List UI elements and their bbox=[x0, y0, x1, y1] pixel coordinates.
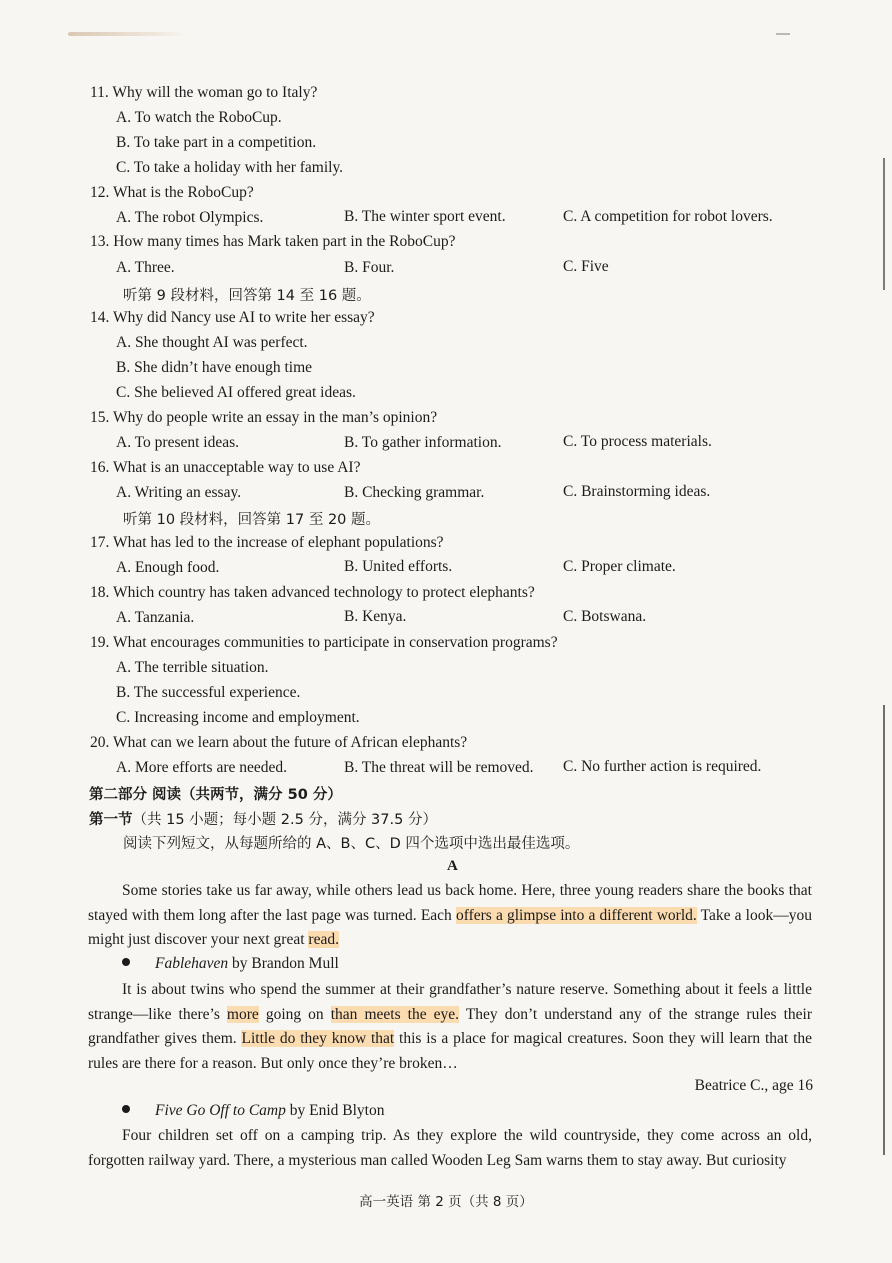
highlight: read. bbox=[308, 931, 339, 949]
book-1-review: It is about twins who spend the summer at their grandfather’s nature reserve. Something about it feels a little strange—like there’s more going on than meets the eye. They don’t understand any of the strange rules their grandfather gives them. Little do they know that this is a place for magical creatures. Soon they will learn that the rules are there for a reason. But only once they’re broken… bbox=[88, 981, 812, 1072]
instruction-material-9: 听第 9 段材料，回答第 14 至 16 题。 bbox=[123, 288, 371, 304]
option-13a: A. Three. bbox=[116, 259, 175, 276]
option-12c: C. A competition for robot lovers. bbox=[563, 208, 773, 225]
question-16: 16. What is an unacceptable way to use AI? bbox=[90, 459, 361, 476]
option-13c: C. Five bbox=[563, 258, 609, 275]
option-18a: A. Tanzania. bbox=[116, 609, 195, 626]
page-footer: 高一英语 第 2 页（共 8 页） bbox=[359, 1194, 533, 1210]
option-13b: B. Four. bbox=[344, 259, 395, 276]
book-2-heading: Five Go Off to Camp by Enid Blyton bbox=[122, 1102, 384, 1120]
instruction-material-10: 听第 10 段材料，回答第 17 至 20 题。 bbox=[123, 512, 381, 528]
option-14c: C. She believed AI offered great ideas. bbox=[116, 384, 356, 401]
option-16c: C. Brainstorming ideas. bbox=[563, 483, 711, 500]
option-19b: B. The successful experience. bbox=[116, 684, 301, 701]
option-20a: A. More efforts are needed. bbox=[116, 759, 287, 776]
highlight: than meets the eye. bbox=[330, 1005, 460, 1023]
option-14a: A. She thought AI was perfect. bbox=[116, 334, 308, 351]
book-1-heading: Fablehaven by Brandon Mull bbox=[122, 955, 339, 973]
highlight: Little do they know that bbox=[241, 1030, 395, 1048]
question-13: 13. How many times has Mark taken part in the RoboCup? bbox=[90, 233, 456, 250]
scan-mark-top-left bbox=[68, 32, 188, 36]
option-15b: B. To gather information. bbox=[344, 434, 502, 451]
option-19a: A. The terrible situation. bbox=[116, 659, 269, 676]
reviewer-signature: Beatrice C., age 16 bbox=[694, 1077, 813, 1094]
part2-heading: 第二部分 阅读（共两节，满分 50 分） bbox=[89, 787, 342, 803]
scan-mark-top-right bbox=[776, 33, 790, 35]
option-20c: C. No further action is required. bbox=[563, 758, 762, 775]
option-18b: B. Kenya. bbox=[344, 608, 407, 625]
passage-label: A bbox=[447, 858, 458, 874]
option-14b: B. She didn’t have enough time bbox=[116, 359, 313, 376]
option-16a: A. Writing an essay. bbox=[116, 484, 242, 501]
question-14: 14. Why did Nancy use AI to write her essay? bbox=[90, 309, 375, 326]
option-17c: C. Proper climate. bbox=[563, 558, 676, 575]
option-17a: A. Enough food. bbox=[116, 559, 220, 576]
highlight: offers a glimpse into a different world. bbox=[455, 906, 697, 924]
option-15c: C. To process materials. bbox=[563, 433, 712, 450]
reading-directions: 阅读下列短文，从每题所给的 A、B、C、D 四个选项中选出最佳选项。 bbox=[123, 836, 580, 852]
option-11c: C. To take a holiday with her family. bbox=[116, 159, 344, 176]
question-15: 15. Why do people write an essay in the man’s opinion? bbox=[90, 409, 438, 426]
passage-intro: Some stories take us far away, while others lead us back home. Here, three young readers share the books that stayed with them long after the last page was turned. Each offers a glimpse into a different world. Take a look—you might just discover your next great read. bbox=[88, 882, 812, 949]
option-12a: A. The robot Olympics. bbox=[116, 209, 264, 226]
option-20b: B. The threat will be removed. bbox=[344, 759, 534, 776]
scan-edge-line-upper bbox=[883, 158, 885, 290]
bullet-icon bbox=[122, 958, 130, 966]
question-18: 18. Which country has taken advanced technology to protect elephants? bbox=[90, 584, 535, 601]
section1-heading: 第一节（共 15 小题；每小题 2.5 分，满分 37.5 分） bbox=[89, 812, 437, 828]
option-11a: A. To watch the RoboCup. bbox=[116, 109, 282, 126]
option-17b: B. United efforts. bbox=[344, 558, 453, 575]
option-16b: B. Checking grammar. bbox=[344, 484, 485, 501]
question-17: 17. What has led to the increase of elephant populations? bbox=[90, 534, 444, 551]
option-19c: C. Increasing income and employment. bbox=[116, 709, 360, 726]
bullet-icon bbox=[122, 1105, 130, 1113]
highlight: more bbox=[226, 1005, 259, 1023]
option-12b: B. The winter sport event. bbox=[344, 208, 506, 225]
question-12: 12. What is the RoboCup? bbox=[90, 184, 254, 201]
question-11: 11. Why will the woman go to Italy? bbox=[90, 84, 318, 101]
question-19: 19. What encourages communities to participate in conservation programs? bbox=[90, 634, 558, 651]
question-20: 20. What can we learn about the future of African elephants? bbox=[90, 734, 468, 751]
book-2-review: Four children set off on a camping trip. As they explore the wild countryside, they come across an old, forgotten railway yard. There, a mysterious man called Wooden Leg Sam warns them to stay away. But curiosity bbox=[88, 1127, 812, 1169]
option-15a: A. To present ideas. bbox=[116, 434, 240, 451]
scan-edge-line-lower bbox=[883, 705, 885, 1155]
option-18c: C. Botswana. bbox=[563, 608, 647, 625]
option-11b: B. To take part in a competition. bbox=[116, 134, 317, 151]
